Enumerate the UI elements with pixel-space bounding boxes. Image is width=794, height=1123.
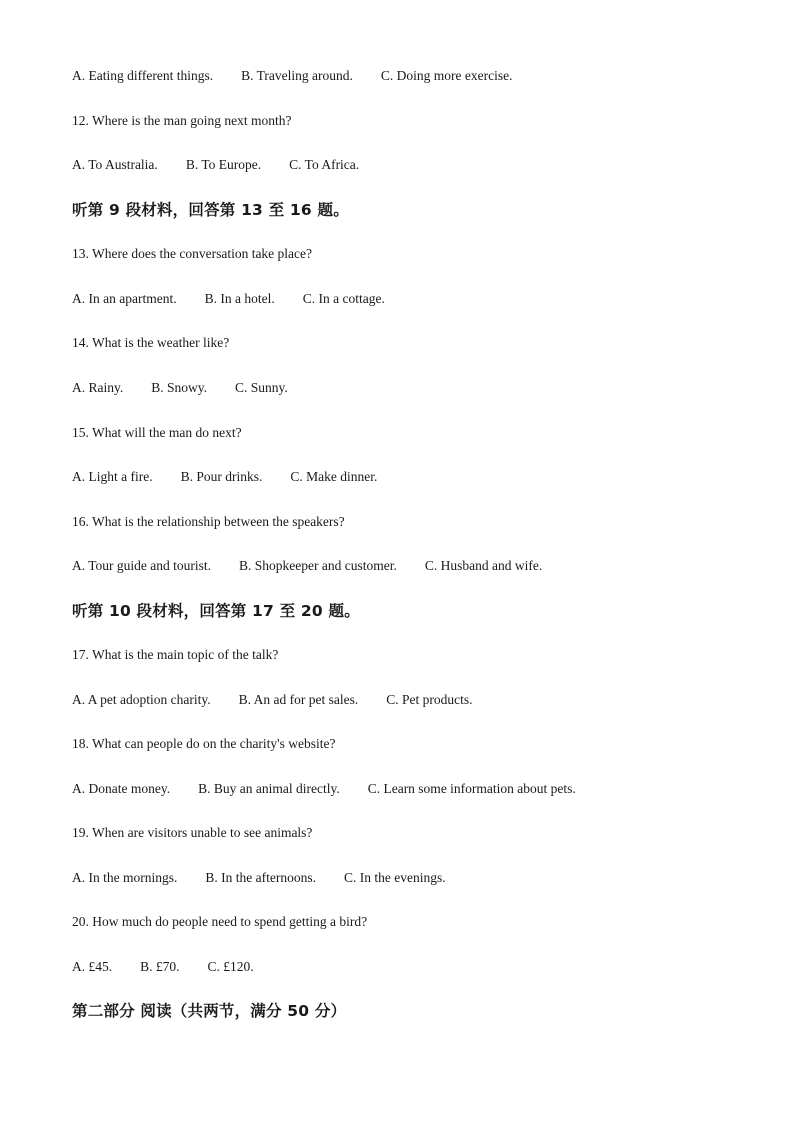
q14-option-a: A. Rainy. <box>72 380 124 395</box>
q20-option-c: C. £120. <box>207 959 254 974</box>
q17-option-c: C. Pet products. <box>386 692 473 707</box>
q16-question: 16. What is the relationship between the speakers? <box>72 514 345 529</box>
q14-options <box>72 379 288 397</box>
section-9-heading: 听第 9 段材料，回答第 13 至 16 题。 <box>72 201 349 219</box>
q11-option-a: A. Eating different things. <box>72 68 214 83</box>
q12-option-b: B. To Europe. <box>185 157 262 172</box>
q17-options <box>72 691 472 709</box>
q12-option-c: C. To Africa. <box>289 157 360 172</box>
q11-options <box>72 67 512 85</box>
q17-option-b: B. An ad for pet sales. <box>238 692 359 707</box>
q17-option-a: A. A pet adoption charity. <box>72 692 211 707</box>
q15-option-c: C. Make dinner. <box>290 469 378 484</box>
q18-option-b: B. Buy an animal directly. <box>198 781 340 796</box>
q20-question: 20. How much do people need to spend getting a bird? <box>72 914 368 929</box>
q16-option-c: C. Husband and wife. <box>424 558 543 573</box>
q20-option-b: B. £70. <box>140 959 180 974</box>
q19-options <box>72 869 446 887</box>
q16-option-b: B. Shopkeeper and customer. <box>239 558 397 573</box>
q19-option-a: A. In the mornings. <box>72 870 178 885</box>
q13-options <box>72 290 385 308</box>
q19-option-c: C. In the evenings. <box>343 870 446 885</box>
q20-option-a: A. £45. <box>72 959 113 974</box>
q15-option-b: B. Pour drinks. <box>180 469 263 484</box>
q13-option-c: C. In a cottage. <box>302 291 385 306</box>
q14-option-b: B. Snowy. <box>151 380 208 395</box>
q11-option-b: B. Traveling around. <box>241 68 353 83</box>
q15-options <box>72 468 377 486</box>
part-2-heading: 第二部分 阅读（共两节，满分 50 分） <box>72 1002 347 1020</box>
q20-options <box>72 958 254 976</box>
q15-option-a: A. Light a fire. <box>72 469 153 484</box>
q18-options <box>72 780 576 798</box>
q17-question: 17. What is the main topic of the talk? <box>72 647 279 662</box>
q18-option-a: A. Donate money. <box>72 781 171 796</box>
q13-option-a: A. In an apartment. <box>72 291 177 306</box>
q13-question: 13. Where does the conversation take place? <box>72 246 313 261</box>
q16-options <box>72 557 542 575</box>
q14-question: 14. What is the weather like? <box>72 335 230 350</box>
q19-question: 19. When are visitors unable to see animals? <box>72 825 313 840</box>
q16-option-a: A. Tour guide and tourist. <box>72 558 212 573</box>
q15-question: 15. What will the man do next? <box>72 425 242 440</box>
q14-option-c: C. Sunny. <box>235 380 288 395</box>
q19-option-b: B. In the afternoons. <box>205 870 316 885</box>
section-10-heading: 听第 10 段材料，回答第 17 至 20 题。 <box>72 602 360 620</box>
q12-question: 12. Where is the man going next month? <box>72 113 292 128</box>
q11-option-c: C. Doing more exercise. <box>380 68 513 83</box>
q13-option-b: B. In a hotel. <box>204 291 275 306</box>
q18-question: 18. What can people do on the charity's website? <box>72 736 336 751</box>
q12-option-a: A. To Australia. <box>72 157 158 172</box>
q18-option-c: C. Learn some information about pets. <box>367 781 576 796</box>
q12-options <box>72 156 359 174</box>
